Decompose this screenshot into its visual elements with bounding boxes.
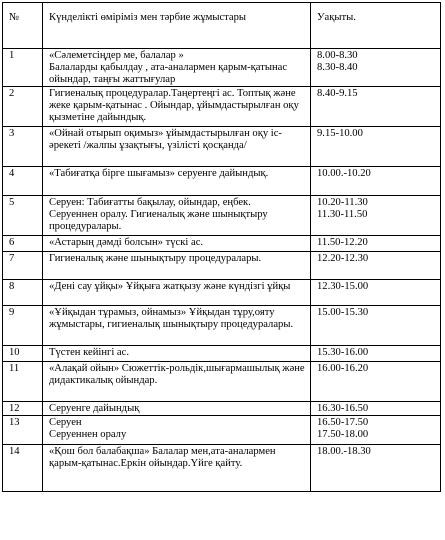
time-text: 10.00.-10.20: [317, 168, 371, 179]
table-header-row: [3, 3, 441, 49]
time-text: 8.40-9.15: [317, 88, 358, 99]
time-text: 17.50-18.00: [317, 429, 369, 440]
table-row: [3, 49, 441, 87]
time-cell: [311, 402, 441, 416]
row-number: 10: [3, 346, 43, 362]
time-text: 18.00.-18.30: [317, 446, 371, 457]
time-text: 16.30-16.50: [317, 403, 369, 414]
activity-text: Гигиеналық процедуралар.Таңертеңгі ас. Топтық және жеке қарым-қатынас . Ойындар, ұйымдастырылған оқу қызметіне дайындық.: [49, 88, 299, 123]
activity-text: Серуеннен оралу: [49, 429, 127, 440]
table-body: [3, 49, 441, 492]
activity-text: «Дені сау ұйқы» Ұйқыға жатқызу және күндізгі ұйқы: [49, 281, 291, 292]
row-number: 6: [3, 236, 43, 252]
activity-text: «Алақай ойын» Сюжеттік-рольдік,шығармашылық және дидактикалық ойындар.: [49, 363, 305, 386]
table-row: [3, 280, 441, 306]
activity-cell: [43, 127, 311, 167]
time-text: 8.30-8.40: [317, 62, 358, 73]
row-number: 2: [3, 87, 43, 127]
table-row: [3, 87, 441, 127]
time-cell: [311, 445, 441, 492]
activity-cell: [43, 252, 311, 280]
time-text: 12.20-12.30: [317, 253, 369, 264]
time-text: 15.00-15.30: [317, 307, 369, 318]
table-row: [3, 252, 441, 280]
row-number: 3: [3, 127, 43, 167]
row-number: 12: [3, 402, 43, 416]
row-number: 7: [3, 252, 43, 280]
time-cell: [311, 236, 441, 252]
table-row: [3, 167, 441, 196]
row-number: 8: [3, 280, 43, 306]
time-text: 9.15-10.00: [317, 128, 363, 139]
row-number: 14: [3, 445, 43, 492]
activity-text: Серуен: Табиғатты бақылау, ойындар, еңбек.: [49, 197, 251, 208]
header-number: №: [3, 3, 43, 49]
activity-cell: [43, 49, 311, 87]
time-cell: [311, 196, 441, 236]
activity-cell: [43, 236, 311, 252]
time-cell: [311, 49, 441, 87]
time-text: 15.30-16.00: [317, 347, 369, 358]
activity-cell: [43, 416, 311, 445]
activity-cell: [43, 402, 311, 416]
table-row: [3, 362, 441, 402]
row-number: 5: [3, 196, 43, 236]
activity-text: «Астарың дәмді болсын» түскі ас.: [49, 237, 204, 248]
time-cell: [311, 362, 441, 402]
table-row: [3, 236, 441, 252]
table-row: [3, 346, 441, 362]
activity-cell: [43, 196, 311, 236]
activity-text: «Табиғатқа бірге шығамыз» серуенге дайындық.: [49, 168, 269, 179]
activity-text: «Ойнай отырып оқимыз» ұйымдастырылған оқу іс-әрекеті /жалпы ұзақтығы, үзілісті қосқанда/: [49, 128, 282, 151]
time-text: 16.50-17.50: [317, 417, 369, 428]
row-number: 11: [3, 362, 43, 402]
activity-text: «Сәлеметсіңдер ме, балалар »: [49, 50, 184, 61]
row-number: 1: [3, 49, 43, 87]
time-text: 11.30-11.50: [317, 209, 368, 220]
header-activity: Күнделікті өміріміз мен тәрбие жұмыстары: [43, 3, 311, 49]
activity-text: Түстен кейінгі ас.: [49, 347, 129, 358]
activity-text: Серуенге дайындық: [49, 403, 140, 414]
table-row: [3, 402, 441, 416]
table-row: [3, 127, 441, 167]
row-number: 13: [3, 416, 43, 445]
row-number: 4: [3, 167, 43, 196]
time-cell: [311, 280, 441, 306]
time-text: 12.30-15.00: [317, 281, 369, 292]
time-text: 10.20-11.30: [317, 197, 368, 208]
time-text: 16.00-16.20: [317, 363, 369, 374]
table-row: [3, 196, 441, 236]
table-row: [3, 445, 441, 492]
time-cell: [311, 87, 441, 127]
time-cell: [311, 306, 441, 346]
activity-text: «Қош бол балабақша» Балалар мен,ата-аналармен қарым-қатынас.Еркін ойындар.Үйге қайту.: [49, 446, 276, 469]
time-cell: [311, 416, 441, 445]
time-cell: [311, 127, 441, 167]
activity-cell: [43, 167, 311, 196]
activity-cell: [43, 445, 311, 492]
table-row: [3, 306, 441, 346]
time-cell: [311, 252, 441, 280]
header-time: Уақыты.: [311, 3, 441, 49]
daily-schedule-table: [2, 2, 441, 492]
activity-text: Гигиеналық және шынықтыру процедуралары.: [49, 253, 262, 264]
time-cell: [311, 167, 441, 196]
time-text: 11.50-12.20: [317, 237, 368, 248]
activity-text: Серуен: [49, 417, 82, 428]
row-number: 9: [3, 306, 43, 346]
activity-cell: [43, 346, 311, 362]
activity-cell: [43, 280, 311, 306]
time-cell: [311, 346, 441, 362]
table-row: [3, 416, 441, 445]
time-text: 8.00-8.30: [317, 50, 358, 61]
activity-text: Балаларды қабылдау , ата-аналармен қарым-қатынас ойындар, таңғы жаттығулар: [49, 62, 288, 85]
activity-cell: [43, 362, 311, 402]
activity-text: «Ұйқыдан тұрамыз, ойнамыз» Ұйқыдан тұру,ояту жұмыстары, гигиеналық шынықтыру процедуралары.: [49, 307, 294, 330]
activity-cell: [43, 306, 311, 346]
activity-cell: [43, 87, 311, 127]
activity-text: Серуеннен оралу. Гигиеналық және шынықтыру процедуралары.: [49, 209, 268, 232]
